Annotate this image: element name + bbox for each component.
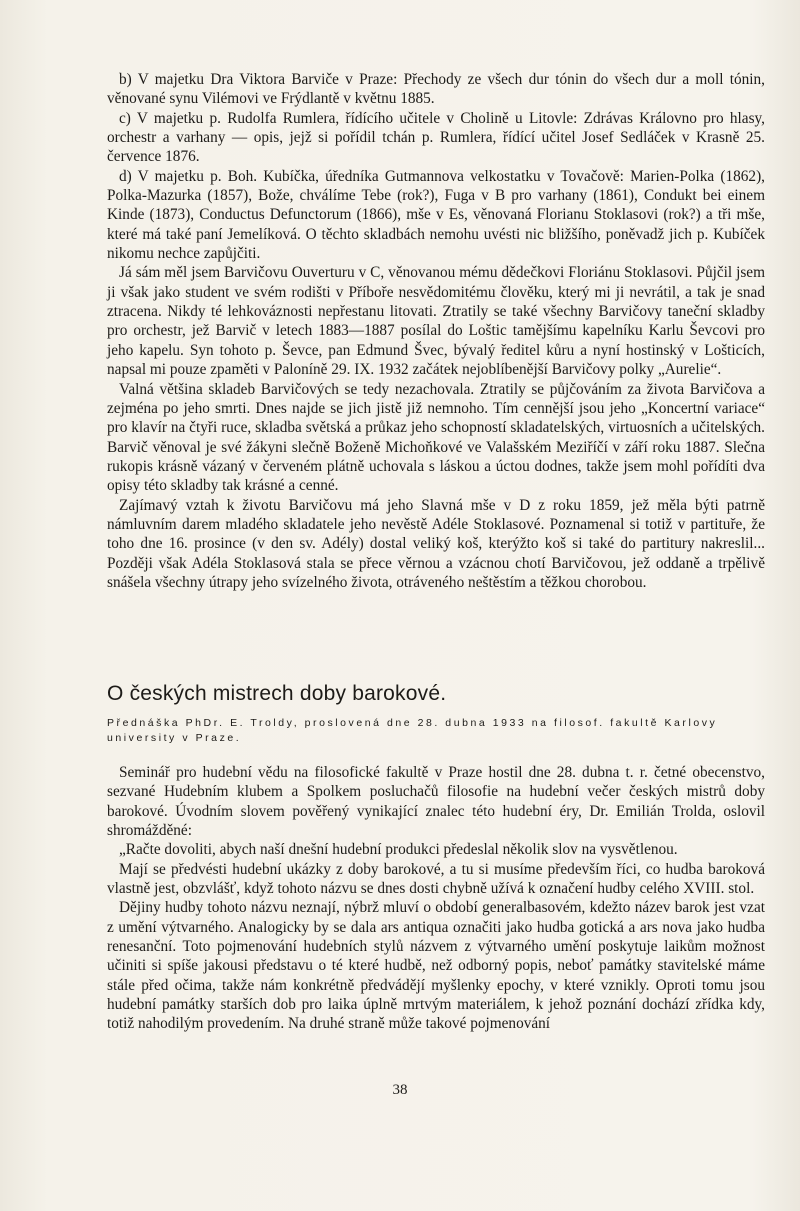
paragraph: Mají se předvésti hudební ukázky z doby barokové, a tu si musíme především říci, co hudba baroková vlastně jest, obzvlášť, když tohoto názvu se dnes dosti chybně užívá k označení hudby celého XVIII. stol. [107, 860, 765, 898]
article-body [107, 763, 765, 1034]
paragraph: Já sám měl jsem Barvičovu Ouverturu v C, věnovanou mému dědečkovi Floriánu Stoklasovi. Půjčil jsem ji však jako student ve svém rodišti v Příboře nesvědomitému člověku, který mi ji nevrátil, a tak je snad ztracena. Nikdy té lehkováznosti nepřestanu litovati. Ztratily se také všechny Barvičovy taneční skladby pro orchestr, jež Barvič v letech 1883—1887 posílal do Loštic tamějšímu kapelníku Karlu Ševcovi pro jeho kapelu. Syn tohoto p. Ševce, pan Edmund Švec, bývalý ředitel kůru a nyní hostinský v Lošticích, napsal mi pouze zpaměti v Paloníně 29. IX. 1932 začátek nejoblíbenější Barvičovy polky „Aurelie“. [107, 264, 765, 379]
paragraph: „Račte dovoliti, abych naší dnešní hudební produkci předeslal několik slov na vysvětlenou. [119, 841, 678, 859]
article-subtitle: Přednáška PhDr. E. Troldy, proslovená dne 28. dubna 1933 na filosof. fakultě Karlovy university v Praze. [107, 717, 718, 744]
paragraph: Valná většina skladeb Barvičových se tedy nezachovala. Ztratily se půjčováním za života Barvičova a zejména po jeho smrti. Dnes najde se jich jistě již nemnoho. Tím cennější jsou jeho „Koncertní variace“ pro klavír na čtyři ruce, skladba světská a průkaz jeho schopností skladatelských, virtuosních a učitelských. Barvič věnoval je své žákyni slečně Boženě Michoňkové ve Valašském Meziříčí v září roku 1887. Slečna rukopis krásně vázaný v červeném plátně uchovala s láskou a úctou dodnes, takže jsem mohl pořídíti dva opisy této skladby tak krásné a cenné. [107, 380, 765, 495]
paragraph: b) V majetku Dra Viktora Barviče v Praze: Přechody ze všech dur tónin do všech dur a moll tónin, věnované synu Vilémovi ve Frýdlantě v květnu 1885. [107, 71, 765, 108]
paragraph: Dějiny hudby tohoto názvu neznají, nýbrž mluví o období generalbasovém, kdežto název barok jest vzat z umění výtvarného. Analogicky by se dala ars antiqua označiti jako hudba gotická a ars nova jako hudba renesanční. Toto pojmenování hudebních stylů názvem z výtvarného umění poskytuje laikům možnost učiniti si spíše jakousi představu o té které hudbě, než odborný popis, neboť památky stavitelské máme stále před očima, takže nám konkrétně předvádějí myšlenky epochy, v které vznikly. Oproti tomu jsou hudební památky starších dob pro laika úplně mrtvým materiálem, k jehož poznání dochází zřídka kdy, totiž nahodilým provedením. Na druhé straně může takové pojmenování [107, 899, 765, 1033]
paragraph: d) V majetku p. Boh. Kubíčka, úředníka Gutmannova velkostatku v Tovačově: Marien-Polka (1862), Polka-Mazurka (1857), Bože, chválíme Tebe (rok?), Fuga v B pro varhany (1861), Condukt bei einem Kinde (1873), Conductus Defunctorum (1866), mše v Es, věnovaná Florianu Stoklasovi (rok?) a tři mše, které má také paní Jemelíková. O těchto skladbách nemohu uvésti nic bližšího, poněvadž jich p. Kubíček nikomu nechce zapůjčiti. [107, 167, 765, 263]
article-title: O českých mistrech doby barokové. [107, 682, 447, 705]
paragraph: Zajímavý vztah k životu Barvičovu má jeho Slavná mše v D z roku 1859, jež měla býti patrně námluvním darem mladého skladatele jeho nevěstě Adéle Stoklasové. Poznamenal si totiž v partituře, že toho dne 16. prosince (v den sv. Adély) dostal veliký koš, kterýžto koš si také do partitury nakreslil... Později však Adéla Stoklasová stala se přece věrnou a vzácnou chotí Barvičovou, jež oddaně a trpělivě snášela všechny útrapy jeho svízelného života, otráveného neštěstím a těžkou chorobou. [107, 496, 765, 591]
continued-section [107, 70, 765, 592]
paragraph: Seminář pro hudební vědu na filosofické fakultě v Praze hostil dne 28. dubna t. r. četné obecenstvo, sezvané Hudebním klubem a Spolkem posluchačů filosofie na hudební večer českých mistrů doby barokové. Úvodním slovem pověřený vynikající znalec této hudební éry, Dr. Emilián Trolda, oslovil shromážděné: [107, 764, 765, 840]
page-number: 38 [392, 1082, 408, 1098]
paragraph: c) V majetku p. Rudolfa Rumlera, řídícího učitele v Cholině u Litovle: Zdrávas Královno pro hlasy, orchestr a varhany — opis, jejž si pořídil tchán p. Rumlera, řídící učitel Josef Sedláček v Krasně 25. července 1876. [107, 109, 765, 166]
